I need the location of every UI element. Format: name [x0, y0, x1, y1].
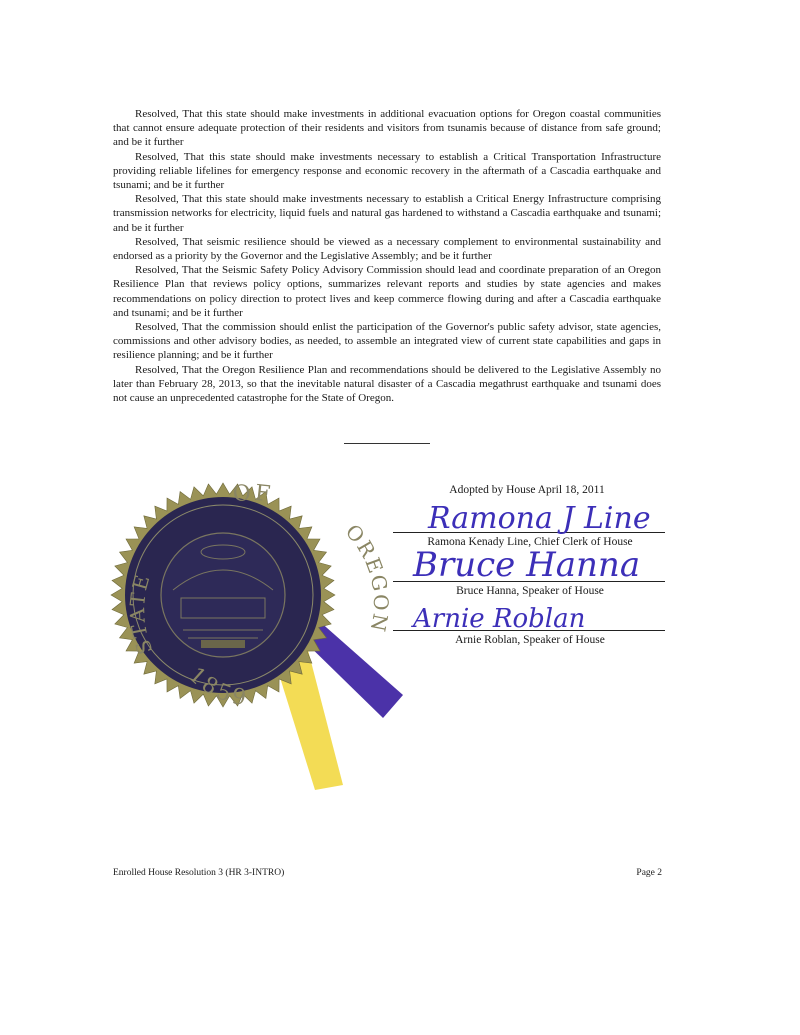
- resolution-body: [113, 107, 661, 405]
- state-seal-icon: [103, 480, 403, 790]
- signatory-speaker-2: Arnie Roblan, Speaker of House: [455, 634, 605, 646]
- adopted-date: Adopted by House April 18, 2011: [449, 484, 605, 496]
- footer-document-id: Enrolled House Resolution 3 (HR 3-INTRO): [113, 868, 285, 878]
- seal-text-year: 1859: [183, 662, 251, 712]
- section-divider: [344, 443, 430, 444]
- signature-line: [393, 545, 665, 585]
- resolved-paragraph: Resolved, That the commission should enlist the participation of the Governor's public safety advisor, state agencies, commissions and other advisory bodies, as needed, to assemble an integrated view of current state capabilities and gaps in resilience planning; and be it further: [113, 321, 661, 362]
- signatory-clerk: Ramona Kenady Line, Chief Clerk of House: [427, 536, 633, 548]
- seal-text-top: OF: [231, 480, 275, 508]
- resolved-paragraph: Resolved, That the Seismic Safety Policy Advisory Commission should lead and coordinate preparation of an Oregon Resilience Plan that reviews policy options, summarizes relevant reports and studies by state agencies and makes recommendations on policy direction to protect lives and keep commerce flowing during and after a Cascadia earthquake and tsunami; and be it further: [113, 264, 661, 319]
- signature-clerk: Ramona J Line: [428, 501, 651, 536]
- signature-speaker-1: Bruce Hanna: [413, 545, 641, 585]
- signature-line: [393, 501, 665, 536]
- svg-text:OF: [232, 481, 275, 508]
- resolved-paragraph: Resolved, That seismic resilience should be viewed as a necessary complement to environmental sustainability and endorsed as a priority by the Governor and the Legislative Assembly; and be it further: [113, 235, 661, 263]
- resolved-paragraph: Resolved, That this state should make investments in additional evacuation options for Oregon coastal communities that cannot ensure adequate protection of their residents and visitors from tsunamis because of distance from safe ground; and be it further: [113, 108, 661, 149]
- signature-speaker-2: Arnie Roblan: [413, 604, 586, 634]
- svg-text:OREGON: [341, 519, 393, 635]
- adoption-block: [395, 484, 665, 649]
- resolved-paragraph: Resolved, That this state should make investments necessary to establish a Critical Energy Infrastructure comprising transmission networks for electricity, liquid fuels and natural gas hardened to withstand a Cascadia earthquake and tsunami; and be it further: [113, 193, 661, 234]
- seal-text-right: OREGON: [340, 519, 393, 636]
- resolved-paragraph: Resolved, That this state should make investments necessary to establish a Critical Transportation Infrastructure providing reliable lifelines for emergency response and economic recovery in the aftermath of a Cascadia earthquake and tsunami; and be it further: [113, 150, 661, 192]
- signatory-speaker-1: Bruce Hanna, Speaker of House: [456, 585, 604, 597]
- resolved-paragraph: Resolved, That the Oregon Resilience Plan and recommendations should be delivered to the Legislative Assembly no later than February 28, 2013, so that the inevitable natural disaster of a Cascadia megathrust earthquake and tsunami does not cause an unprecedented catastrophe for the State of Oregon.: [113, 363, 661, 405]
- footer-page-number: Page 2: [636, 868, 662, 878]
- seal-text-left: STATE: [125, 570, 158, 658]
- signature-line: [393, 600, 665, 634]
